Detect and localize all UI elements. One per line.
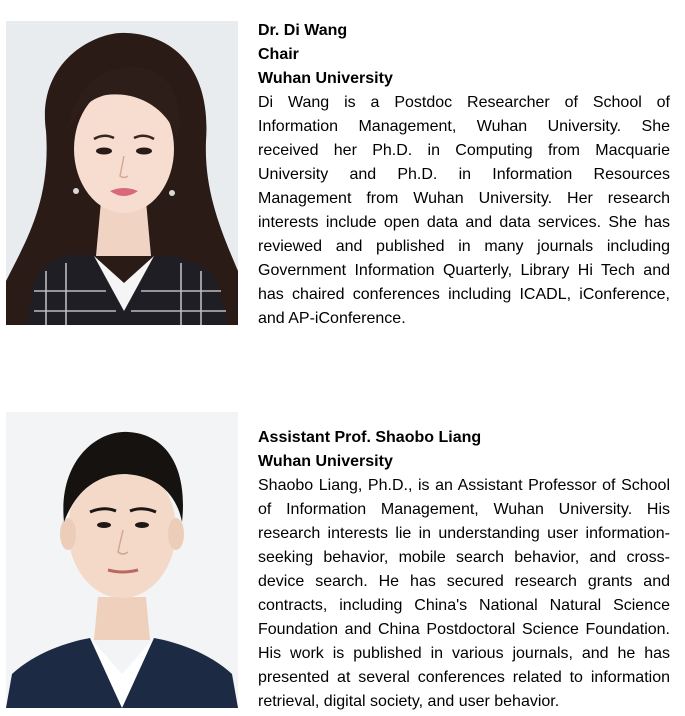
profile-card-shaobo-liang <box>0 400 685 716</box>
person-bio: Shaobo Liang, Ph.D., is an Assistant Professor of School of Information Management, Wuhan University. His research interests lie in understanding user information-seeking behavior, mobile search behavior, and cross-device search. He has secured research grants and contracts, including China's National Natural Science Foundation and China Postdoctoral Science Foundation. His work is published in various journals, and he has presented at several conferences related to information retrieval, digital society, and user behavior. <box>258 477 670 710</box>
person-affiliation: Wuhan University <box>258 453 393 470</box>
portrait-photo-di-wang <box>6 21 238 325</box>
person-name: Dr. Di Wang <box>258 22 348 39</box>
person-affiliation: Wuhan University <box>258 70 393 87</box>
profile-card-di-wang <box>0 0 685 340</box>
person-role: Chair <box>258 46 299 63</box>
person-bio: Di Wang is a Postdoc Researcher of School of Information Management, Wuhan University. She received her Ph.D. in Computing from Macquarie University and Ph.D. in Information Resources Management from Wuhan University. Her research interests include open data and data services. She has reviewed and published in many journals including Government Information Quarterly, Library Hi Tech and has chaired conferences including ICADL, iConference, and AP-iConference. <box>258 94 670 327</box>
bio-block-di-wang <box>258 19 670 331</box>
person-name: Assistant Prof. Shaobo Liang <box>258 429 482 446</box>
bio-block-shaobo-liang <box>258 426 670 714</box>
portrait-photo-shaobo-liang <box>6 412 238 708</box>
